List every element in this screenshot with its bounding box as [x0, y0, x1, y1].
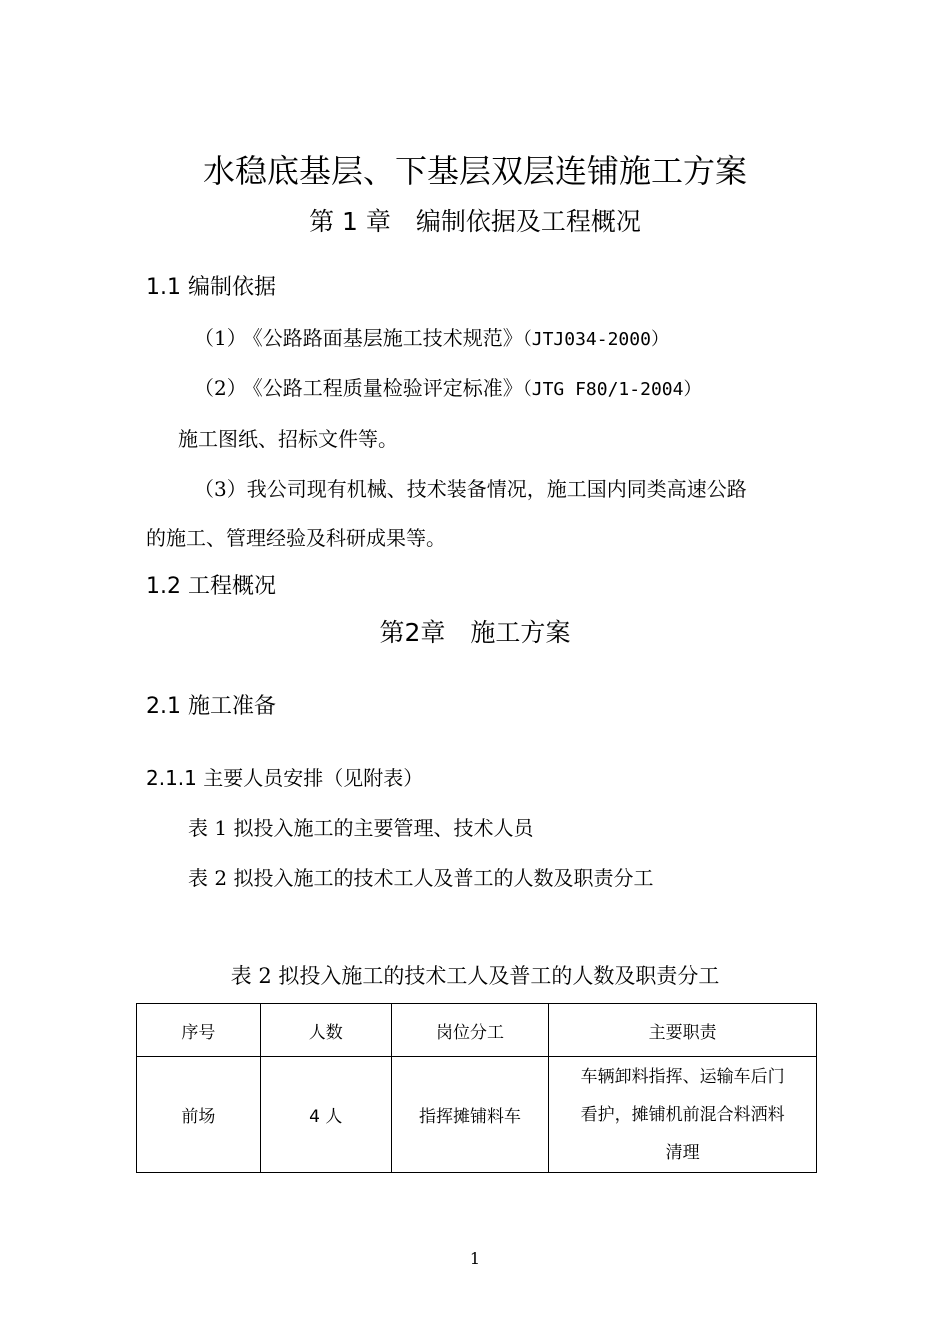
cell-count: 4 人	[260, 1057, 391, 1173]
duty-line-1: 车辆卸料指挥、运输车后门	[580, 1066, 785, 1087]
section-2-1-1-note: （见附表）	[323, 766, 424, 790]
header-post: 岗位分工	[391, 1004, 549, 1057]
table-caption: 表 2 拟投入施工的技术工人及普工的人数及职责分工	[230, 964, 720, 988]
chapter-1-heading: 第 1 章 编制依据及工程概况	[309, 207, 641, 236]
reference-1-code: （JTJ034-2000）	[522, 329, 669, 350]
drawings-paragraph: 施工图纸、招标文件等。	[178, 427, 398, 451]
header-count: 人数	[260, 1004, 391, 1057]
document-title: 水稳底基层、下基层双层连铺施工方案	[202, 152, 747, 190]
section-2-1-1-title: 2.1.1 主要人员安排	[146, 766, 324, 790]
reference-2-code: （JTG F80/1-2004）	[522, 379, 702, 400]
staff-table	[136, 1003, 817, 1173]
table-row	[137, 1057, 817, 1173]
page-number: 1	[469, 1249, 481, 1268]
reference-1	[194, 322, 669, 351]
chapter-2-heading: 第2章 施工方案	[379, 618, 571, 647]
table-header-row	[137, 1004, 817, 1057]
table-1-reference: 表 1 拟投入施工的主要管理、技术人员	[188, 816, 534, 840]
cell-duty	[549, 1057, 817, 1173]
reference-2-number: （2）	[194, 376, 247, 400]
table-2-reference: 表 2 拟投入施工的技术工人及普工的人数及职责分工	[188, 866, 654, 890]
section-2-1-heading: 2.1 施工准备	[146, 694, 276, 719]
reference-1-number: （1）	[194, 326, 247, 350]
reference-1-title: 《公路路面基层施工技术规范》	[252, 326, 523, 350]
cell-post: 指挥摊铺料车	[391, 1057, 549, 1173]
duty-line-2: 看护，摊铺机前混合料洒料	[580, 1104, 785, 1125]
cell-number: 前场	[137, 1057, 261, 1173]
section-1-2-heading: 1.2 工程概况	[146, 574, 276, 599]
reference-2	[194, 372, 701, 401]
section-1-1-heading: 1.1 编制依据	[146, 275, 276, 300]
reference-2-title: 《公路工程质量检验评定标准》	[252, 376, 523, 400]
reference-3-line-1: （3）我公司现有机械、技术装备情况，施工国内同类高速公路	[194, 477, 747, 501]
header-number: 序号	[137, 1004, 261, 1057]
header-duty: 主要职责	[549, 1004, 817, 1057]
section-2-1-1-heading	[146, 762, 423, 791]
duty-line-3: 清理	[665, 1142, 700, 1163]
reference-3-line-2: 的施工、管理经验及科研成果等。	[146, 526, 446, 550]
